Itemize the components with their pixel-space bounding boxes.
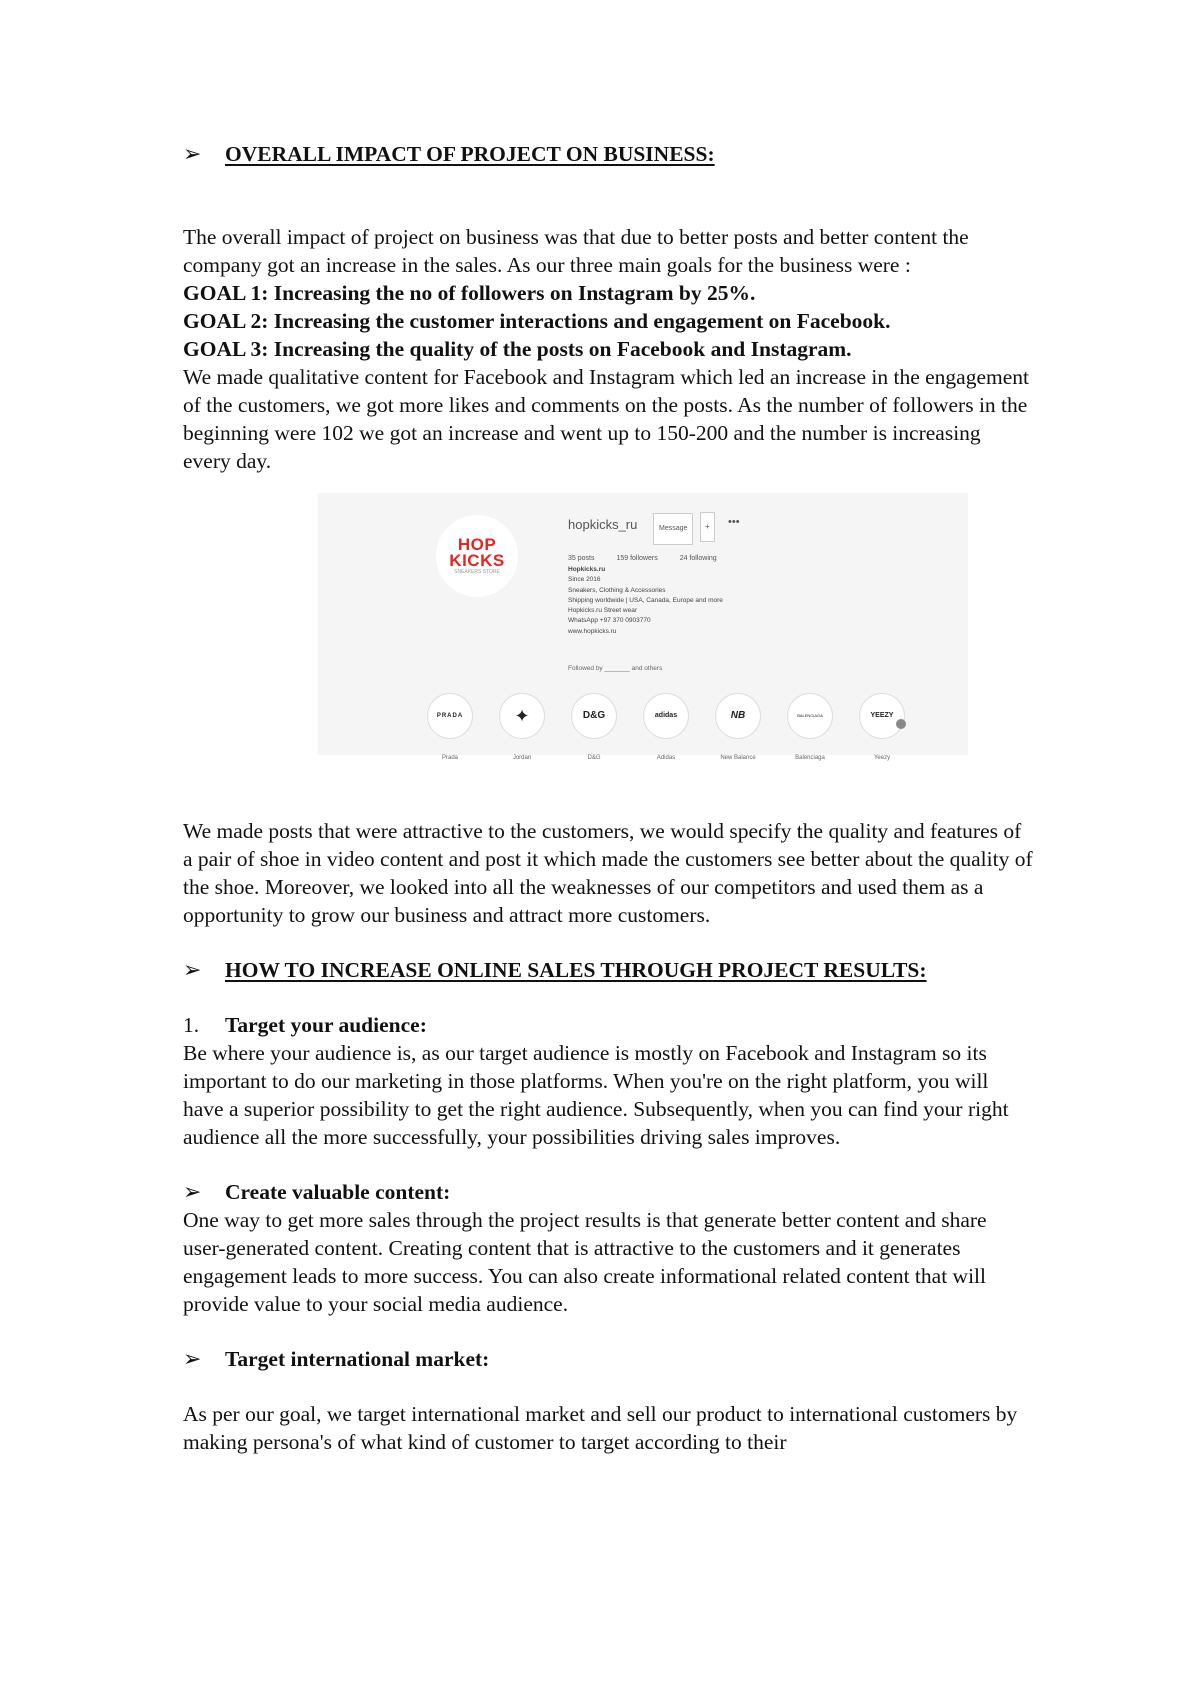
more-options-icon: ••• (728, 516, 740, 528)
highlight-balenciaga: BALENCIAGA Balenciaga (786, 693, 834, 772)
heading-text: OVERALL IMPACT OF PROJECT ON BUSINESS: (225, 142, 715, 166)
item3-heading (183, 1345, 1033, 1373)
item-title: Create valuable content: (225, 1180, 451, 1204)
story-highlights (426, 693, 906, 772)
adidas-logo-icon: adidas (643, 693, 689, 739)
goal-2: GOAL 2: Increasing the customer interactions and engagement on Facebook. (183, 309, 891, 333)
item2-heading (183, 1178, 1033, 1206)
arrow-bullet-icon: ➢ (183, 957, 202, 982)
highlight-yeezy: YEEZY Yeezy (858, 693, 906, 772)
arrow-bullet-icon: ➢ (183, 141, 202, 166)
goal-3: GOAL 3: Increasing the quality of the posts on Facebook and Instagram. (183, 337, 852, 361)
hopkicks-logo: HOP KICKS SNEAKERS STORE (436, 515, 518, 597)
highlight-adidas: adidas Adidas (642, 693, 690, 772)
item-title: Target international market: (225, 1347, 490, 1371)
arrow-bullet-icon: ➢ (183, 1179, 202, 1204)
list-number: 1. (183, 1013, 200, 1037)
section-heading-overall-impact (183, 140, 1033, 168)
profile-username: hopkicks_ru (568, 517, 638, 532)
badge-icon (896, 719, 906, 729)
highlight-new-balance: NB New Balance (714, 693, 762, 772)
profile-bio: Hopkicks.ru Since 2016 Sneakers, Clothing & Accessories Shipping worldwide | USA, Canada, Europe and more Hopkicks.ru Street wear WhatsApp +97 370 0903770 www.hopkicks.ru (568, 566, 723, 635)
new-balance-logo-icon: NB (715, 693, 761, 739)
highlight-prada: PRADA Prada (426, 693, 474, 772)
follow-user-icon: + (700, 512, 715, 542)
item1-text: Be where your audience is, as our target audience is mostly on Facebook and Instagram so its important to do our marketing in those platforms. When you're on the right platform, you will have a superior possibility to get the right audience. Subsequently, when you can find your right audience all the more successfully, your possibilities driving sales improves. (183, 1041, 1009, 1149)
item2-text: One way to get more sales through the project results is that generate better content and share user-generated content. Creating content that is attractive to the customers and it generates engagement leads to more success. You can also create informational related content that will provide value to your social media audience. (183, 1208, 987, 1316)
item1-heading (183, 1011, 1033, 1039)
heading-text: HOW TO INCREASE ONLINE SALES THROUGH PROJECT RESULTS: (225, 958, 927, 982)
document-content (183, 140, 1033, 1456)
followers-count: 159 followers (616, 555, 658, 562)
posts-count: 35 posts (568, 555, 595, 562)
intro-paragraph: The overall impact of project on business was that due to better posts and better content the company got an increase in the sales. As our three main goals for the business were : (183, 225, 969, 277)
following-count: 24 following (679, 555, 717, 562)
posts-paragraph: We made posts that were attractive to the customers, we would specify the quality and features of a pair of shoe in video content and post it which made the customers see better about the quality of the shoe. Moreover, we looked into all the weaknesses of our competitors and used them as a opportunity to grow our business and attract more customers. (183, 819, 1033, 927)
instagram-profile-screenshot (318, 493, 968, 761)
item-title: Target your audience: (225, 1013, 427, 1037)
arrow-bullet-icon: ➢ (183, 1346, 202, 1371)
section-heading-increase-sales (183, 956, 1033, 984)
highlight-jordan: ✦ Jordan (498, 693, 546, 772)
jumpman-icon: ✦ (499, 693, 545, 739)
highlight-dg: D&G D&G (570, 693, 618, 772)
item3-text: As per our goal, we target international market and sell our product to international customers by making persona's of what kind of customer to target according to their (183, 1402, 1018, 1454)
results-paragraph: We made qualitative content for Facebook and Instagram which led an increase in the engagement of the customers, we got more likes and comments on the posts. As the number of followers in the beginning were 102 we got an increase and went up to 150-200 and the number is increasing every day. (183, 365, 1029, 473)
message-button: Message (653, 513, 693, 545)
goal-1: GOAL 1: Increasing the no of followers on Instagram by 25%. (183, 281, 756, 305)
followed-by: Followed by _______ and others (568, 665, 663, 672)
